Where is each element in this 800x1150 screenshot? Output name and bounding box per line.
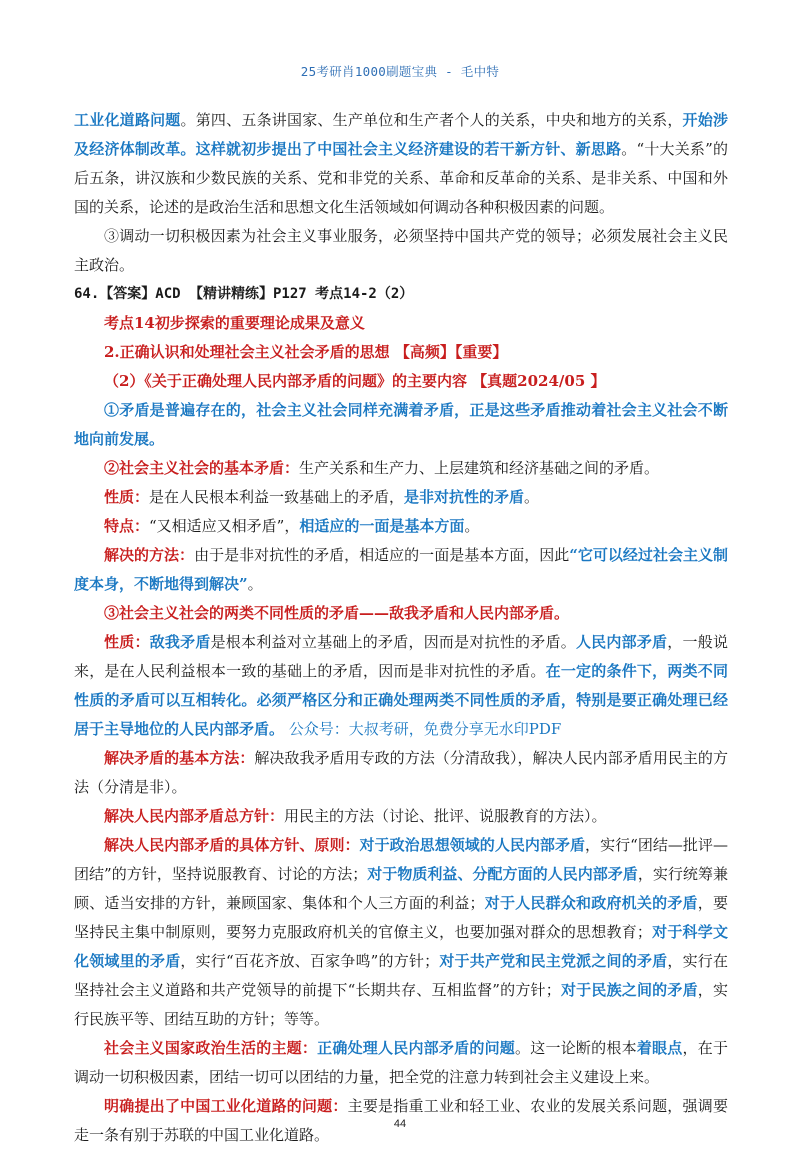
body-text: 。“十大关系”的后五条，讲汉族和少数民族的关系、党和非党的关系、革命和反革命的关系、是非关系、中国和外国的关系，论述的是政治生活和思想文化生活领域如何调动各种积极因素的问题。 xyxy=(74,140,728,216)
body-text: ，要坚持民主集中制原则，要努力克服政府机关的官僚主义，也要加强对群众的思想教育； xyxy=(74,894,728,941)
body-text: 生产关系和生产力、上层建筑和经济基础之间的矛盾。 xyxy=(299,459,660,477)
body-text: 。 xyxy=(247,575,263,593)
point-3: ③社会主义社会的两类不同性质的矛盾——敌我矛盾和人民内部矛盾。 xyxy=(104,604,570,622)
feature-line xyxy=(74,512,728,541)
body-text: ，实行“团结—批评—团结”的方针，坚持说服教育、讨论的方法； xyxy=(74,836,728,883)
method-line xyxy=(74,541,728,599)
body-text: “又相适应又相矛盾”， xyxy=(149,517,300,535)
highlight-text: “它可以经过社会主义制度本身，不断地得到解决” xyxy=(74,546,728,593)
point-label: 性质： xyxy=(104,633,150,651)
page-number: 44 xyxy=(393,1118,407,1130)
body-text: 是根本利益对立基础上的矛盾，因而是对抗性的矛盾。 xyxy=(210,633,576,651)
body-text: 由于是非对抗性的矛盾，相适应的一面是基本方面，因此 xyxy=(194,546,570,564)
point-label: 解决的方法： xyxy=(104,546,195,564)
specific-policy-line xyxy=(74,831,728,1034)
watermark-note: 公众号：大叔考研，免费分享无水印PDF xyxy=(288,720,562,738)
answer-line: 64.【答案】ACD 【精讲精练】P127 考点14-2（2） xyxy=(74,286,414,302)
highlight-text: 相适应的一面是基本方面 xyxy=(299,517,465,535)
point-2 xyxy=(74,454,728,483)
body-text: ，实行民族平等、团结互助的方针；等等。 xyxy=(74,981,728,1028)
paragraph-3: ③调动一切积极因素为社会主义事业服务，必须坚持中国共产党的领导；必须发展社会主义民主政治。 xyxy=(74,227,728,274)
point-label: ②社会主义社会的基本矛盾： xyxy=(104,459,300,477)
body-text: 。第四、五条讲国家、生产单位和生产者个人的关系，中央和地方的关系， xyxy=(180,111,683,129)
highlight-text: 是非对抗性的矛盾 xyxy=(404,488,525,506)
body-text: ，实行在坚持社会主义道路和共产党领导的前提下“长期共存、互相监督”的方针； xyxy=(74,952,728,999)
body-text: ，一般说来，是在人民利益根本一致的基础上的矛盾，因而是非对抗性的矛盾。 xyxy=(74,633,728,680)
highlight-text: 对于共产党和民主党派之间的矛盾 xyxy=(439,952,668,970)
highlight-text: 开始涉及经济体制改革。这样就初步提出了中国社会主义经济建设的若干新方针、新思路 xyxy=(74,111,728,158)
highlight-text: 对于物质利益、分配方面的人民内部矛盾 xyxy=(367,865,638,883)
point-label: 性质： xyxy=(104,488,150,506)
highlight-text: 对于科学文化领域里的矛盾 xyxy=(74,923,728,970)
theme-line xyxy=(74,1034,728,1092)
body-text: 主要是指重工业和轻工业、农业的发展关系问题，强调要走一条有别于苏联的中国工业化道路。 xyxy=(74,1097,728,1144)
highlight-text: 正确处理人民内部矛盾的问题 xyxy=(317,1039,516,1057)
body-text: ，在于调动一切积极因素，团结一切可以团结的力量，把全党的注意力转到社会主义建设上来。 xyxy=(74,1039,728,1086)
highlight-text: 对于政治思想领域的人民内部矛盾 xyxy=(359,836,586,854)
paragraph-continuation xyxy=(74,106,728,222)
basic-method-line xyxy=(74,744,728,802)
body-text: ，实行“百花齐放、百家争鸣”的方针； xyxy=(180,952,440,970)
running-header: 25考研肖1000刷题宝典 - 毛中特 xyxy=(300,64,500,79)
highlight-text: 对于民族之间的矛盾 xyxy=(560,981,698,999)
highlight-text: 人民内部矛盾 xyxy=(575,633,668,651)
point-label: 明确提出了中国工业化道路的问题： xyxy=(104,1097,348,1115)
page-body xyxy=(74,106,728,1150)
point-label: 解决矛盾的基本方法： xyxy=(104,749,255,767)
kaodian-heading: 考点14初步探索的重要理论成果及意义 xyxy=(104,314,365,332)
body-text: 。这一论断的根本 xyxy=(515,1039,637,1057)
point-label: 解决人民内部矛盾的具体方针、原则： xyxy=(104,836,360,854)
two-types-nature xyxy=(74,628,728,744)
body-text: 。 xyxy=(464,517,480,535)
highlight-text: 在一定的条件下，两类不同性质的矛盾可以互相转化。必须严格区分和正确处理两类不同性质的矛盾，特别是要正确处理已经居于主导地位的人民内部矛盾。 xyxy=(74,662,728,738)
nature-line xyxy=(74,483,728,512)
body-text: 。 xyxy=(524,488,540,506)
point-1: ①矛盾是普遍存在的，社会主义社会同样充满着矛盾，正是这些矛盾推动着社会主义社会不断地向前发展。 xyxy=(74,401,728,448)
highlight-text: 着眼点 xyxy=(636,1039,683,1057)
point-label: 社会主义国家政治生活的主题： xyxy=(104,1039,318,1057)
highlight-text: 敌我矛盾 xyxy=(149,633,211,651)
point-label: 解决人民内部矛盾总方针： xyxy=(104,807,285,825)
highlight-text: 工业化道路问题 xyxy=(74,111,181,129)
subsection-heading: （2）《关于正确处理人民内部矛盾的问题》的主要内容 【真题2024/05 】 xyxy=(104,372,606,390)
highlight-text: 对于人民群众和政府机关的矛盾 xyxy=(484,894,698,912)
general-policy-line xyxy=(74,802,728,831)
body-text: 解决敌我矛盾用专政的方法（分清敌我），解决人民内部矛盾用民主的方法（分清是非）。 xyxy=(74,749,728,796)
body-text: ，实行统筹兼顾、适当安排的方针，兼顾国家、集体和个人三方面的利益； xyxy=(74,865,728,912)
point-label: 特点： xyxy=(104,517,150,535)
body-text: 是在人民根本利益一致基础上的矛盾， xyxy=(149,488,405,506)
body-text: 用民主的方法（讨论、批评、说服教育的方法）。 xyxy=(284,807,607,825)
section-heading: 2.正确认识和处理社会主义社会矛盾的思想 【高频】【重要】 xyxy=(104,343,508,361)
